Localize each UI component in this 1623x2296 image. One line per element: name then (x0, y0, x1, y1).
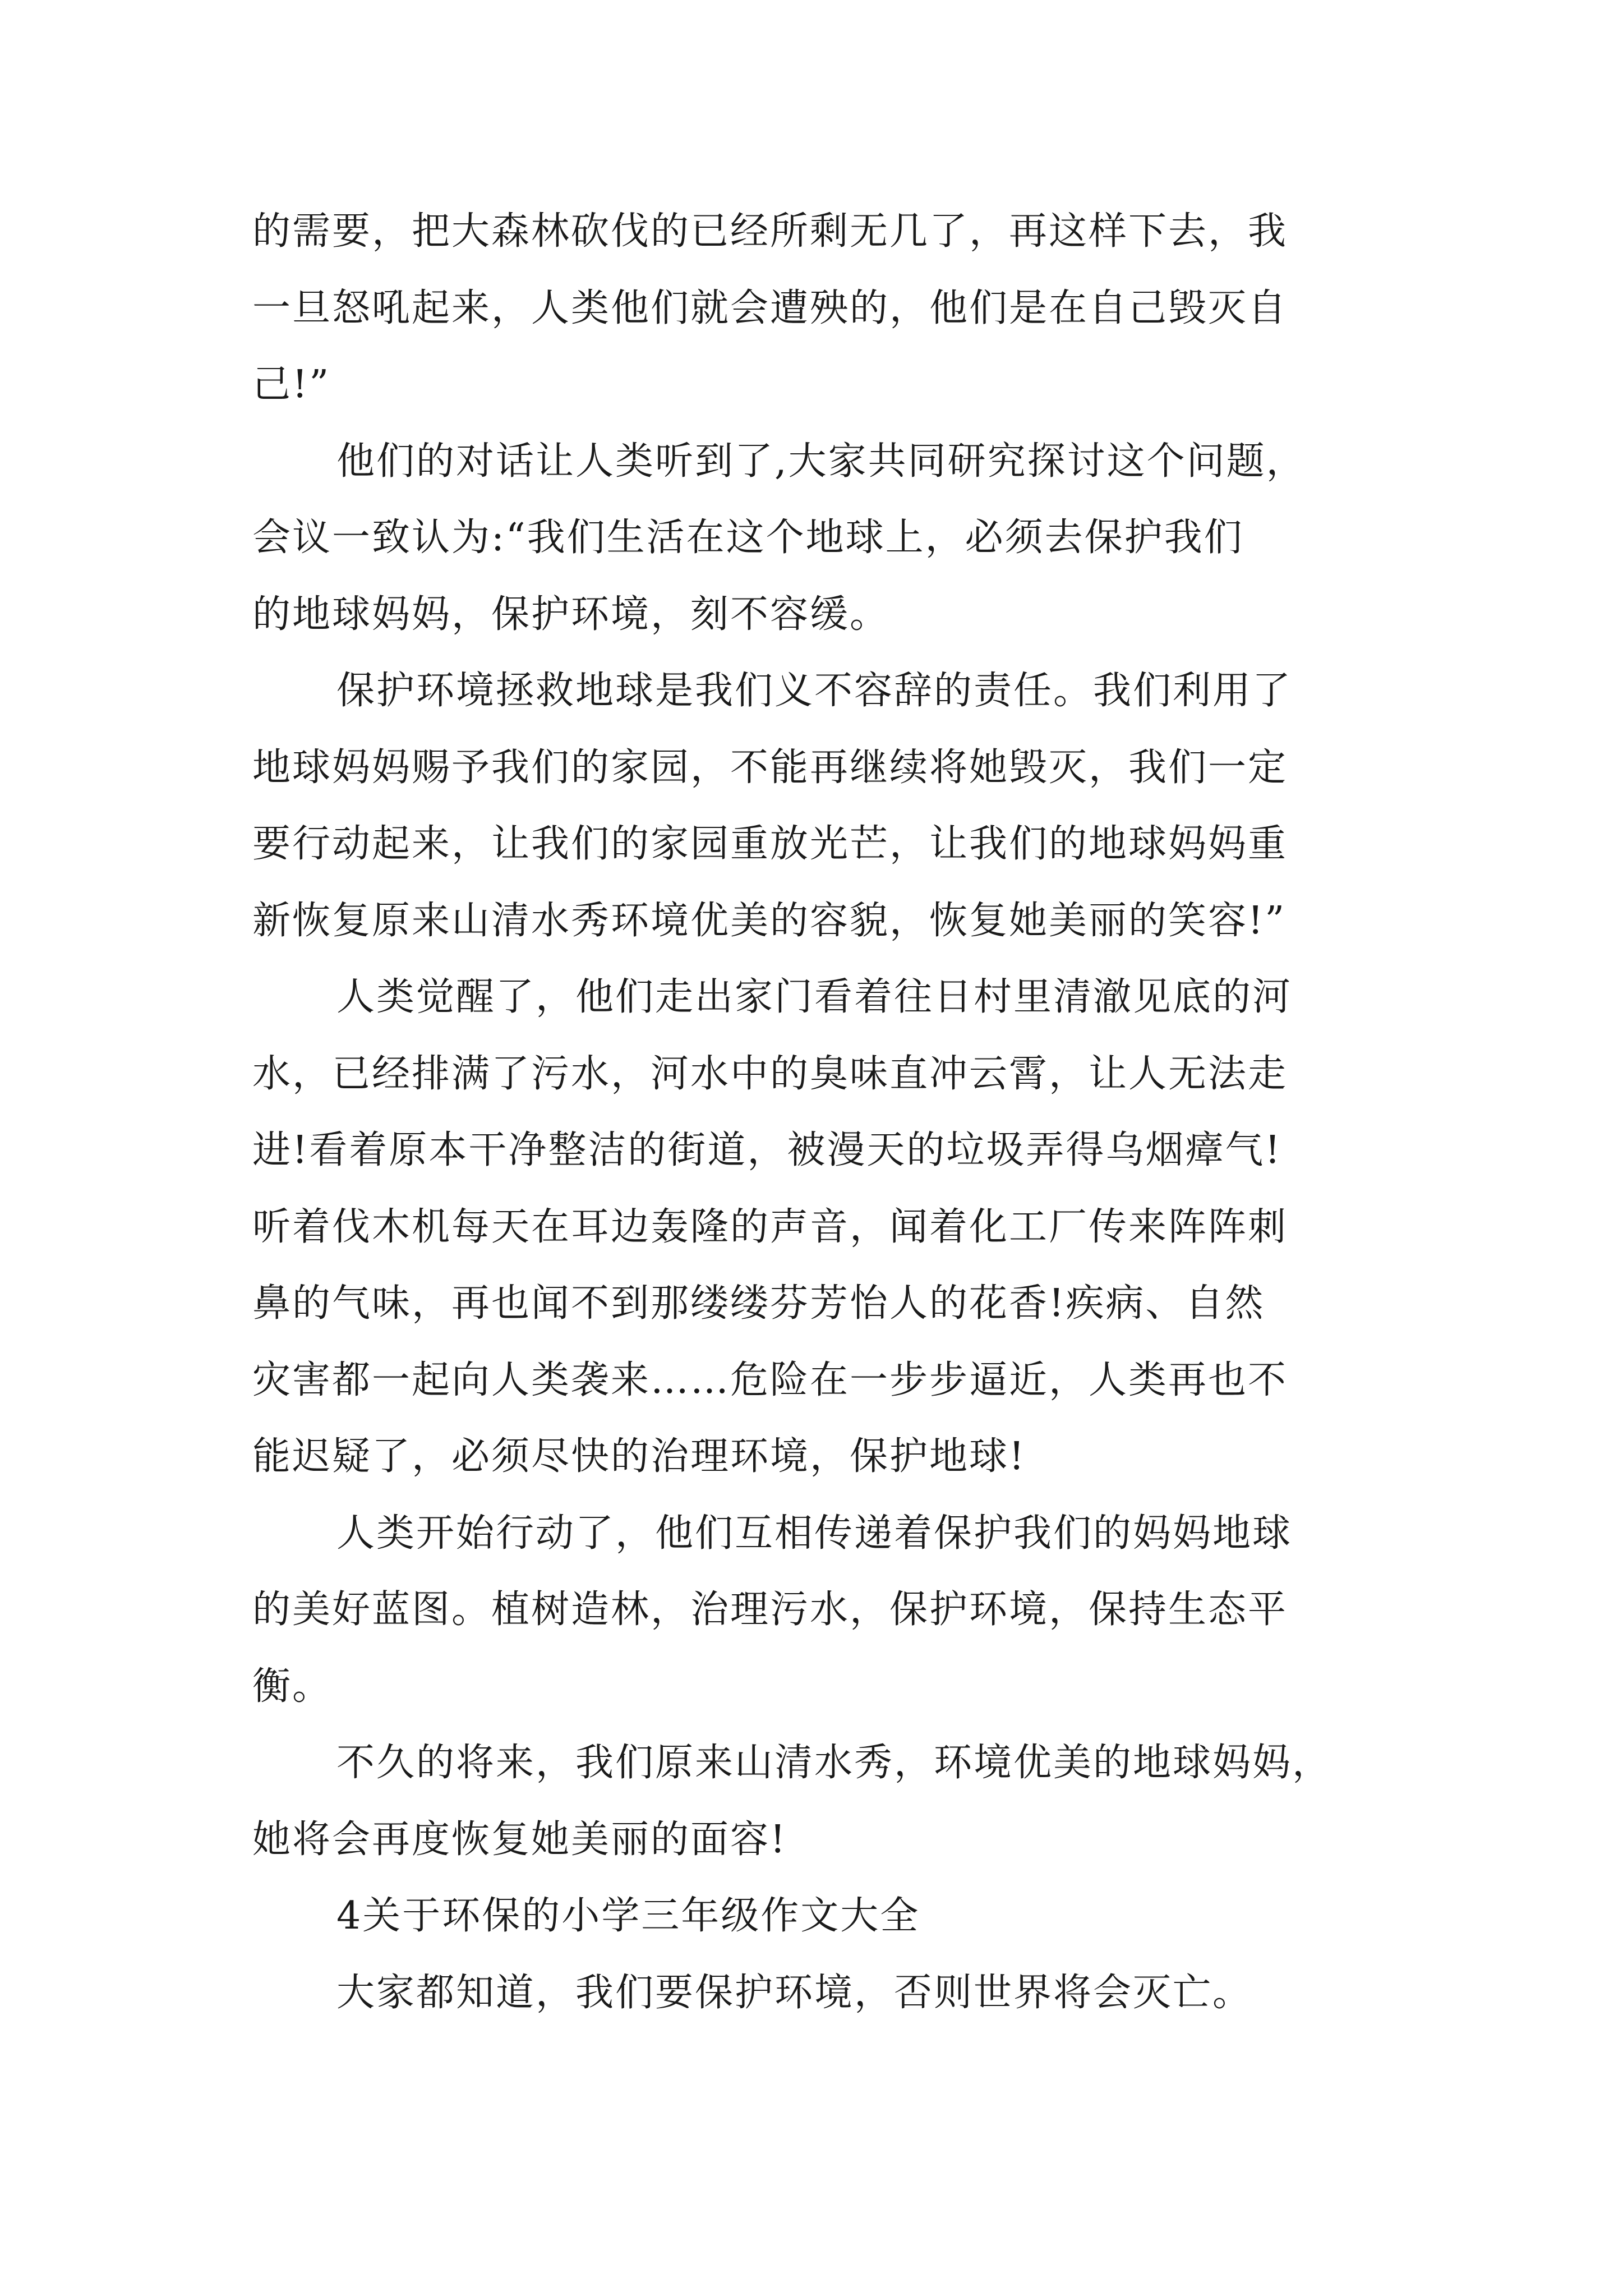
text-line: 她将会再度恢复她美丽的面容! (252, 1818, 787, 1862)
text-line: 一旦怒吼起来，人类他们就会遭殃的，他们是在自己毁灭自 (252, 286, 1288, 330)
text-line: 鼻的气味，再也闻不到那缕缕芬芳怡人的花香!疾病、自然 (252, 1281, 1265, 1326)
text-line: 要行动起来，让我们的家园重放光芒，让我们的地球妈妈重 (252, 822, 1288, 866)
text-line: 新恢复原来山清水秀环境优美的容貌，恢复她美丽的笑容!” (252, 899, 1287, 943)
text-line: 地球妈妈赐予我们的家园，不能再继续将她毁灭，我们一定 (252, 746, 1288, 790)
text-line: 的需要，把大森林砍伐的已经所剩无几了，再这样下去，我 (252, 209, 1288, 254)
text-line: 己!” (252, 362, 331, 407)
text-line: 灾害都一起向人类袭来……危险在一步步逼近，人类再也不 (252, 1358, 1288, 1402)
text-line: 进!看着原本干净整洁的街道，被漫天的垃圾弄得乌烟瘴气! (252, 1128, 1282, 1172)
text-line: 的地球妈妈，保护环境，刻不容缓。 (252, 592, 890, 637)
paragraph-start-line: 人类开始行动了，他们互相传递着保护我们的妈妈地球 (336, 1511, 1293, 1556)
text-line: 会议一致认为:“我们生活在这个地球上，必须去保护我们 (252, 516, 1244, 560)
paragraph-start-line: 他们的对话让人类听到了,大家共同研究探讨这个问题， (336, 439, 1306, 484)
text-line: 水，已经排满了污水，河水中的臭味直冲云霄，让人无法走 (252, 1052, 1288, 1096)
paragraph-start-line: 人类觉醒了，他们走出家门看着往日村里清澈见底的河 (336, 975, 1293, 1019)
text-line: 听着伐木机每天在耳边轰隆的声音，闻着化工厂传来阵阵刺 (252, 1205, 1288, 1249)
paragraph-start-line: 大家都知道，我们要保护环境，否则世界将会灭亡。 (336, 1971, 1253, 2015)
section-heading: 4关于环保的小学三年级作文大全 (336, 1894, 920, 1938)
text-line: 能迟疑了，必须尽快的治理环境，保护地球! (252, 1434, 1026, 1479)
paragraph-start-line: 不久的将来，我们原来山清水秀，环境优美的地球妈妈， (336, 1741, 1332, 1785)
paragraph-start-line: 保护环境拯救地球是我们义不容辞的责任。我们利用了 (336, 669, 1293, 713)
text-line: 的美好蓝图。植树造林，治理污水，保护环境，保持生态平 (252, 1588, 1288, 1632)
text-line: 衡。 (252, 1664, 333, 1709)
